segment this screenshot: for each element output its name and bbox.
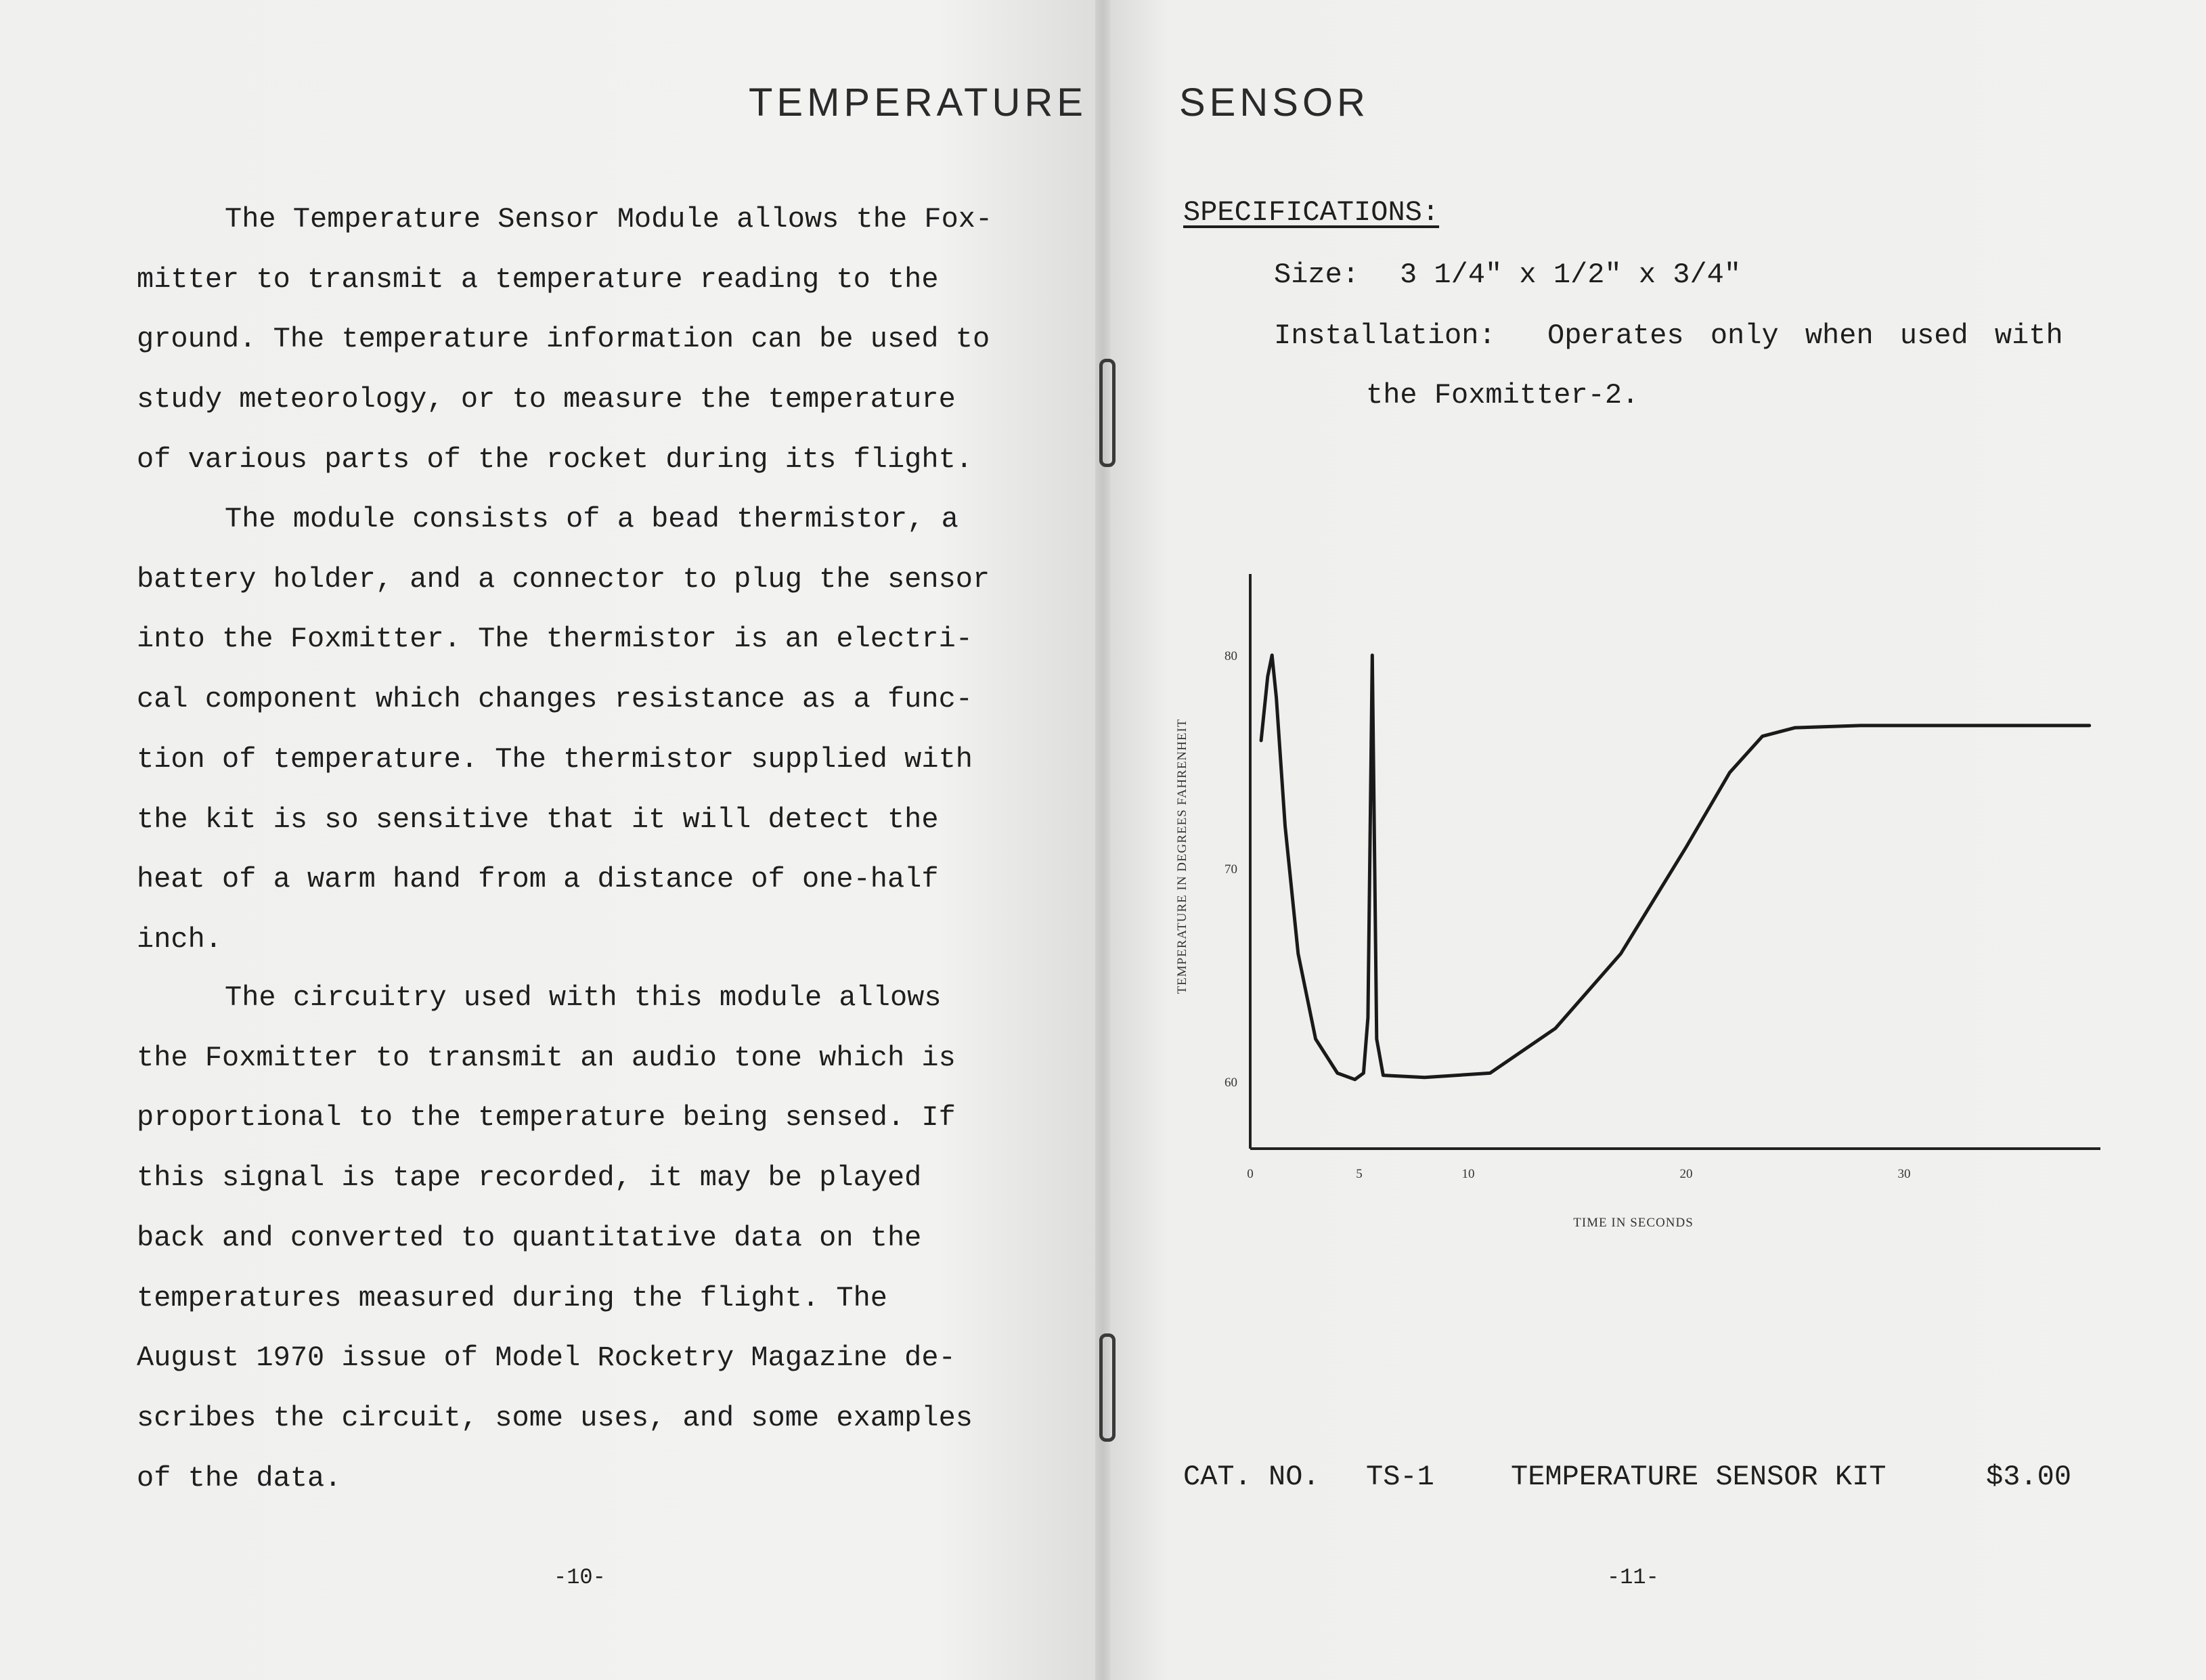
x-axis-label: TIME IN SECONDS bbox=[1573, 1216, 1694, 1230]
catalog-number-label: CAT. NO. bbox=[1183, 1461, 1320, 1493]
x-tick-label: 20 bbox=[1679, 1167, 1693, 1181]
catalog-item-name: TEMPERATURE SENSOR KIT bbox=[1511, 1461, 1887, 1493]
catalog-price: $3.00 bbox=[1986, 1461, 2072, 1493]
size-label: Size: bbox=[1274, 259, 1360, 291]
installation-label: Installation: bbox=[1274, 319, 1496, 352]
paragraph-1: The Temperature Sensor Module allows the Fox- mitter to transmit a temperature reading to the ground. The temperature information can be used to study meteorology, or to measure the temperature of various parts of the rocket during its flight. bbox=[137, 203, 993, 476]
left-heading: TEMPERATURE bbox=[749, 81, 1087, 125]
x-tick-label: 30 bbox=[1897, 1167, 1911, 1181]
x-tick-label: 10 bbox=[1461, 1167, 1475, 1181]
x-tick-label: 5 bbox=[1356, 1167, 1363, 1181]
page-number-right: -11- bbox=[1607, 1565, 1659, 1590]
right-heading: SENSOR bbox=[1179, 81, 1369, 125]
paragraph-3: The circuitry used with this module allows the Foxmitter to transmit an audio tone which is proportional to the temperature being sensed. If this signal is tape recorded, it may be played back and converted to quantitative data on the temperatures measured during the flight. The August 1970 issue of Model Rocketry Magazine de- scribes the circuit, some uses, and some examples of the data. bbox=[137, 981, 973, 1495]
temperature-series-line bbox=[1261, 655, 2090, 1080]
y-tick-label: 60 bbox=[1225, 1076, 1237, 1090]
y-axis-label: TEMPERATURE IN DEGREES FAHRENHEIT bbox=[1175, 718, 1189, 994]
page-number-left: -10- bbox=[554, 1565, 606, 1590]
specifications-title: SPECIFICATIONS: bbox=[1183, 196, 1440, 229]
y-tick-label: 70 bbox=[1225, 862, 1237, 877]
chart-axes bbox=[1250, 574, 2100, 1149]
y-tick-label: 80 bbox=[1225, 649, 1237, 663]
x-tick-label: 0 bbox=[1247, 1167, 1254, 1181]
installation-value-2: the Foxmitter-2. bbox=[1366, 379, 1639, 412]
installation-value: Operates only when used with bbox=[1547, 319, 2063, 352]
catalog-number: TS-1 bbox=[1366, 1461, 1434, 1493]
paragraph-2: The module consists of a bead thermistor, a battery holder, and a connector to plug the sensor into the Foxmitter. The thermistor is an electri- cal component which changes resistance as a func- tion of temperature. The thermistor supplied with the kit is so sensitive that it will detect the heat of a warm hand from a distance of one-half inch. bbox=[137, 503, 990, 956]
size-value: 3 1/4" x 1/2" x 3/4" bbox=[1400, 259, 1742, 291]
chart-series bbox=[1261, 655, 2090, 1080]
